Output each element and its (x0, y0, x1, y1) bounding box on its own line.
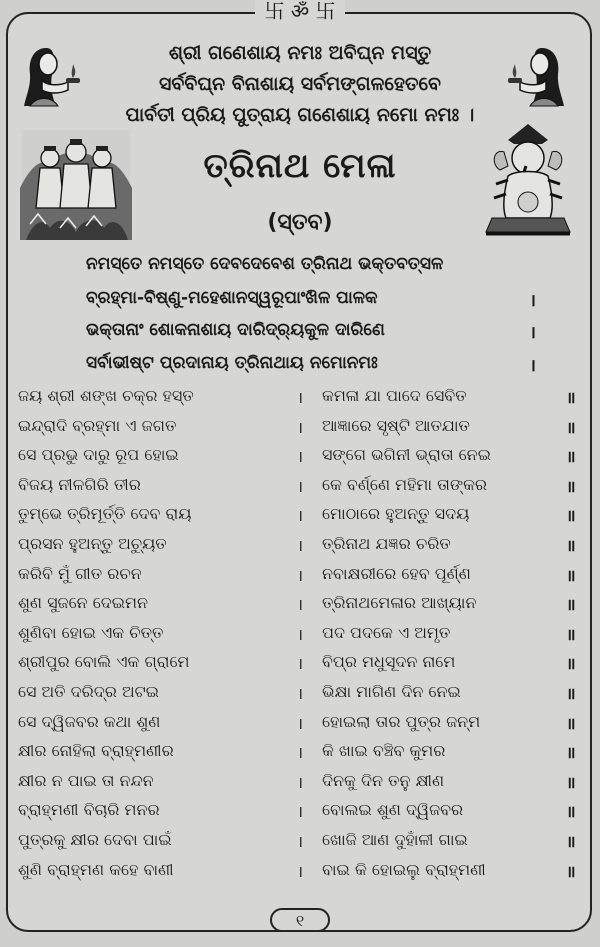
couplet-right: ଭିକ୍ଷା ମାଗିଣ ଦିନ ନେଇ (322, 682, 461, 701)
page-title: ତ୍ରିନାଥ ମେଳା (203, 146, 397, 186)
couplet-separator: । (297, 506, 304, 526)
stava-text: ଭକ୍ତାନାଂ ଶୋକନାଶାୟ ଦାରିଦ୍ର୍ୟକୁଳ ଦାରିଣେ (86, 320, 385, 340)
stava-text: ନମସ୍ତେ ନମସ୍ତେ ଦେବଦେବେଶ ତ୍ରିନାଥ ଭକ୍ତବତ୍ସଳ (86, 254, 444, 274)
couplet-separator: । (297, 684, 304, 703)
couplet-separator: । (297, 802, 304, 822)
couplet-end-mark: ॥ (566, 624, 577, 644)
couplet-left: ପୁତ୍ରକୁ କ୍ଷୀର ଦେବା ପାଇଁ (18, 830, 172, 849)
couplet-row (10, 679, 585, 705)
invocation-line-1: ଶ୍ରୀ ଗଣେଶାୟ ନମଃ ଅବିଘ୍ନ ମସ୍ତୁ (168, 42, 432, 64)
couplet-right: ବୋଲଇ ଶୁଣ ଦ୍ୱିଜବର (322, 800, 464, 820)
couplet-separator: । (297, 832, 304, 851)
couplet-left: ସେ ଅତି ଦରିଦ୍ର ଅଟଇ (18, 682, 160, 701)
couplet-left: ଶୁଣି ବ୍ରାହ୍ମଣ କହେ ବାଣୀ (18, 859, 174, 879)
couplet-separator: । (297, 654, 304, 674)
couplet-end-mark: ॥ (566, 832, 577, 851)
couplet-right: ମୋଠାରେ ହୁଅନ୍ତୁ ସଦୟ (322, 504, 470, 524)
invocation-line-2: ସର୍ବବିଘ୍ନ ବିନାଶାୟ ସର୍ବମଙ୍ଗଳହେତବେ (159, 73, 441, 95)
couplet-right: କି ଖାଇ ବଞ୍ଚିବ କୁମର (322, 741, 446, 761)
couplet-separator: । (297, 772, 304, 792)
couplet-left: କ୍ଷୀର ନୋହିଲା ବ୍ରାହ୍ମଣୀର (18, 741, 174, 761)
stava-bar: । (529, 356, 536, 376)
header-symbols: 卐 ॐ 卐 (255, 0, 346, 23)
couplet-end-mark: ॥ (566, 861, 577, 881)
couplet-left: ଇନ୍ଦ୍ରାଦି ବ୍ରହ୍ମା ଏ ଜଗତ (18, 415, 177, 435)
couplet-separator: । (297, 861, 304, 881)
couplet-row (10, 827, 585, 853)
couplet-right: ବିପ୍ର ମଧୁସୂଦନ ନାମେ (322, 652, 456, 672)
couplet-row (10, 501, 585, 527)
couplet-row (10, 857, 585, 883)
couplet-left: କ୍ଷୀର ନ ପାଇ ତା ନନ୍ଦନ (18, 770, 154, 790)
couplet-separator: । (297, 713, 304, 733)
couplet-separator: । (297, 388, 304, 407)
couplet-left: ଶୁଣିବା ହୋଇ ଏକ ଚିତ୍ତ (18, 622, 164, 642)
couplet-separator: । (297, 743, 304, 763)
couplet-separator: । (297, 417, 304, 437)
couplet-end-mark: ॥ (566, 772, 577, 792)
couplet-end-mark: ॥ (566, 565, 577, 585)
couplet-left: ସେ ପ୍ରଭୁ ଦାରୁ ରୂପ ହୋଇ (18, 445, 179, 465)
couplet-row (10, 472, 585, 498)
couplet-end-mark: ॥ (566, 802, 577, 822)
couplet-left: ଜୟ ଶ୍ରୀ ଶଙ୍ଖ ଚକ୍ର ହସ୍ତ (18, 386, 194, 405)
stava-text: ସର୍ବାଭୀଷ୍ଟ ପ୍ରଦାନାୟ ତ୍ରିନାଥାୟ ନମୋନମଃ (86, 353, 378, 373)
couplet-right: ଆଜ୍ଞାରେ ସୃଷ୍ଟି ଆତଯାତ (322, 415, 470, 435)
couplet-end-mark: ॥ (566, 506, 577, 526)
couplet-end-mark: ॥ (566, 476, 577, 496)
couplet-left: ଶୁଣ ସୁଜନେ ଦେଇମନ (18, 593, 149, 613)
couplet-end-mark: ॥ (566, 388, 577, 407)
couplet-separator: । (297, 595, 304, 615)
couplet-row (10, 649, 585, 675)
couplet-left: କରିବି ମୁଁ ଗୀତ ରଚନ (18, 563, 142, 583)
couplet-separator: । (297, 447, 304, 467)
page-subtitle: (ସ୍ତବ) (267, 210, 333, 235)
couplet-left: ଶ୍ରୀପୁର ବୋଲି ଏକ ଗ୍ରାମେ (18, 652, 190, 672)
page-number: ୧ (270, 908, 330, 932)
couplet-end-mark: ॥ (566, 536, 577, 555)
couplet-right: ବାଇ କି ହୋଇଲୁ ବ୍ରାହ୍ମଣୀ (322, 859, 486, 879)
couplet-row (10, 620, 585, 646)
couplet-row (10, 590, 585, 616)
couplet-right: କେ ବର୍ଣ୍ଣେ ମହିମା ତାଙ୍କର (322, 474, 488, 494)
couplet-end-mark: ॥ (566, 595, 577, 615)
couplet-right: ଖୋଜି ଆଣ ଦୁହାଁଳୀ ଗାଇ (322, 830, 468, 849)
couplet-right: ତ୍ରିନାଥମେଳାର ଆଖ୍ୟାନ (322, 593, 477, 613)
couplet-row (10, 383, 585, 409)
couplet-right: ପଦ ପଦକେ ଏ ଅମୃତ (322, 622, 451, 642)
om-swastika-mark (0, 0, 600, 24)
couplet-row (10, 797, 585, 823)
couplet-right: ତ୍ରିନାଥ ଯଜ୍ଞର ଚରିତ (322, 534, 451, 553)
couplet-right: ହୋଇଲା ତାର ପୁତ୍ର ଜନ୍ମ (322, 711, 481, 731)
couplet-right: ନବାକ୍ଷରୀରେ ହେବ ପୂର୍ଣ୍ଣ (322, 563, 471, 583)
couplet-row (10, 442, 585, 468)
stava-bar: । (529, 323, 536, 343)
couplet-separator: । (297, 536, 304, 555)
couplet-row (10, 768, 585, 794)
couplet-row (10, 738, 585, 764)
stava-text: ବ୍ରହ୍ମା-ବିଷ୍ଣୁ-ମହେଶାନସ୍ୱରୂପାଂଖିଳ ପାଳକ (86, 288, 378, 308)
couplet-separator: । (297, 565, 304, 585)
couplet-separator: । (297, 476, 304, 496)
couplet-end-mark: ॥ (566, 417, 577, 437)
couplet-end-mark: ॥ (566, 447, 577, 467)
couplet-left: ପ୍ରସନ ହୁଅନ୍ତୁ ଅଚ୍ୟୁତ (18, 534, 167, 553)
couplet-row (10, 531, 585, 557)
stava-bar: । (529, 291, 536, 311)
couplet-end-mark: ॥ (566, 713, 577, 733)
couplet-left: ସେ ଦ୍ୱିଜବର କଥା ଶୁଣ (18, 711, 161, 731)
couplet-end-mark: ॥ (566, 743, 577, 763)
couplet-left: ତୁମ୍ଭେ ତ୍ରିମୂର୍ତ୍ତି ଦେବ ରାୟ (18, 504, 192, 524)
invocation-line-3: ପାର୍ବତୀ ପ୍ରିୟ ପୁତ୍ରାୟ ଗଣେଶାୟ ନମୋ ନମଃ । (125, 104, 475, 126)
couplet-end-mark: ॥ (566, 684, 577, 703)
couplet-right: ସଙ୍ଗେ ଭଗିନୀ ଭ୍ରାତା ନେଇ (322, 445, 492, 465)
couplet-right: ଦିନକୁ ଦିନ ତନୁ କ୍ଷୀଣ (322, 770, 445, 790)
couplet-right: କମଳା ଯା ପାଦେ ସେବିତ (322, 386, 467, 405)
couplet-separator: । (297, 624, 304, 644)
couplet-row (10, 413, 585, 439)
couplet-left: ବ୍ରାହ୍ମଣୀ ବିଚାରି ମନର (18, 800, 160, 820)
couplet-row (10, 561, 585, 587)
couplet-left: ବିଜୟ ନୀଳଗିରି ତୀର (18, 474, 141, 494)
couplet-end-mark: ॥ (566, 654, 577, 674)
couplet-row (10, 709, 585, 735)
